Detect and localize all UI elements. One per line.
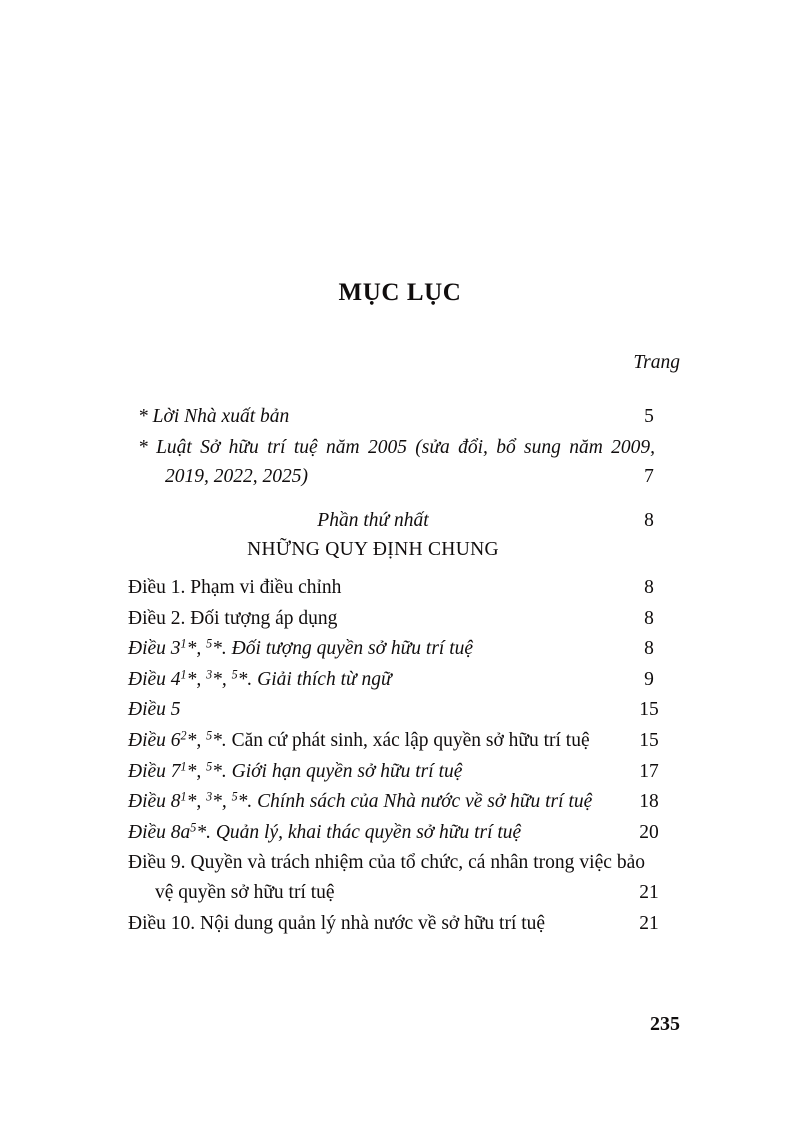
- toc-part-title: NHỮNG QUY ĐỊNH CHUNG: [247, 539, 499, 561]
- revision-mark: 1: [180, 759, 187, 774]
- toc-entry-text: [128, 695, 645, 725]
- toc-entry-text: * Lời Nhà xuất bản: [138, 406, 290, 427]
- revision-mark: 5: [206, 728, 213, 743]
- toc-entry-page-number: 20: [639, 821, 659, 843]
- toc-entry-front-0[interactable]: [128, 402, 680, 432]
- toc-entry-label: Điều $3^1*$, $^5$*.: [128, 636, 227, 660]
- toc-entry-article-6[interactable]: [128, 757, 680, 787]
- revision-mark: 5: [190, 820, 197, 835]
- toc-entry-title: Quản lý, khai thác quyền sở hữu trí tuệ: [215, 821, 522, 843]
- toc-entry-label: Điều 5: [128, 699, 181, 721]
- toc-entry-page-number: 15: [639, 699, 659, 721]
- toc-entry-front-1[interactable]: [128, 433, 680, 492]
- toc-entry-text: * Luật Sở hữu trí tuệ năm 2005 (sửa đổi, bổ sung năm 2009, 2019, 2022, 2025): [138, 436, 655, 488]
- toc-entry-text: [128, 757, 645, 787]
- toc-entry-title: Đối tượng quyền sở hữu trí tuệ: [231, 638, 474, 660]
- revision-mark: 3: [206, 789, 213, 804]
- toc-entry-article-5[interactable]: [128, 726, 680, 756]
- toc-entry-page-number: 5: [644, 406, 654, 427]
- folio-page-number: 235: [650, 1013, 680, 1035]
- toc-entry-title: Căn cứ phát sinh, xác lập quyền sở hữu trí tuệ: [231, 729, 590, 751]
- toc-entry-text: [128, 726, 645, 756]
- toc-entry-text: [128, 787, 645, 817]
- toc-entry-title: Phạm vi điều chỉnh: [190, 576, 342, 598]
- toc-entry-page-number: 8: [644, 638, 654, 660]
- toc-entry-title: Giải thích từ ngữ: [257, 668, 392, 690]
- toc-entry-article-10[interactable]: [128, 909, 680, 939]
- toc-entry-article-7[interactable]: [128, 787, 680, 817]
- toc-entry-page-number: 17: [639, 760, 659, 782]
- toc-entry-label: Điều $7^1*$, $^5$*.: [128, 759, 227, 782]
- toc-entry-article-8[interactable]: [128, 818, 680, 848]
- toc-entry-title: Nội dung quản lý nhà nước về sở hữu trí tuệ: [200, 912, 546, 934]
- revision-mark: 5: [231, 667, 238, 682]
- toc-entry-title: Quyền và trách nhiệm của tổ chức, cá nhân trong việc bảo vệ quyền sở hữu trí tuệ: [155, 852, 645, 903]
- toc-entry-label: Điều $4^1*$, $^3$*, $^5$*.: [128, 667, 253, 690]
- toc-entry-page-number: 8: [644, 576, 654, 598]
- toc-entry-text: [128, 665, 645, 695]
- revision-mark: 2: [180, 728, 187, 743]
- toc-entry-text: [128, 573, 645, 603]
- toc-entry-page-number: 21: [639, 912, 659, 934]
- toc-entry-label: Điều 9.: [128, 852, 186, 874]
- toc-entry-label: Điều $8a^5*$.: [128, 820, 211, 843]
- toc-entry-article-1[interactable]: [128, 604, 680, 634]
- revision-mark: 1: [180, 789, 187, 804]
- toc-entry-title: Chính sách của Nhà nước về sở hữu trí tuệ: [257, 791, 593, 813]
- revision-mark: 5: [206, 636, 213, 651]
- revision-mark: 5: [206, 759, 213, 774]
- toc-entry-text: [128, 634, 645, 664]
- toc-entry-list: [128, 402, 680, 939]
- page-column-label: Trang: [633, 352, 680, 373]
- revision-mark: 1: [180, 667, 187, 682]
- toc-entry-page-number: 7: [644, 466, 654, 488]
- toc-entry-page-number: 8: [644, 607, 654, 629]
- toc-entry-page-number: 15: [639, 729, 659, 751]
- toc-entry-label: Điều 2.: [128, 607, 186, 629]
- toc-entry-text: [128, 604, 645, 634]
- toc-entry-text: [128, 818, 645, 848]
- toc-entry-title: Giới hạn quyền sở hữu trí tuệ: [231, 760, 463, 782]
- toc-part-page-number: 8: [644, 509, 654, 531]
- toc-entry-label: Điều 1.: [128, 576, 186, 598]
- toc-entry-text: [128, 909, 645, 939]
- toc-part-heading: [128, 506, 680, 565]
- toc-entry-label: Điều 10.: [128, 912, 196, 934]
- toc-entry-article-0[interactable]: [128, 573, 680, 603]
- toc-article-list: [128, 573, 680, 938]
- toc-entry-label: Điều $8^1*$, $^3$*, $^5$*.: [128, 789, 253, 813]
- toc-entry-article-9[interactable]: [128, 848, 680, 907]
- toc-entry-label: Điều $6^2*$, $^5$*.: [128, 728, 227, 751]
- revision-mark: 3: [206, 667, 213, 682]
- toc-entry-text: [128, 848, 645, 907]
- toc-entry-article-2[interactable]: [128, 634, 680, 664]
- toc-entry-page-number: 21: [639, 881, 659, 903]
- page-title: MỤC LỤC: [338, 279, 462, 306]
- toc-part-subtitle: Phần thứ nhất: [317, 509, 429, 531]
- toc-entry-article-4[interactable]: [128, 695, 680, 725]
- revision-mark: 1: [180, 636, 187, 651]
- toc-entry-title: Đối tượng áp dụng: [190, 607, 338, 629]
- toc-entry-article-3[interactable]: [128, 665, 680, 695]
- toc-entry-page-number: 9: [644, 668, 654, 690]
- toc-entry-page-number: 18: [639, 791, 659, 813]
- revision-mark: 5: [231, 789, 238, 804]
